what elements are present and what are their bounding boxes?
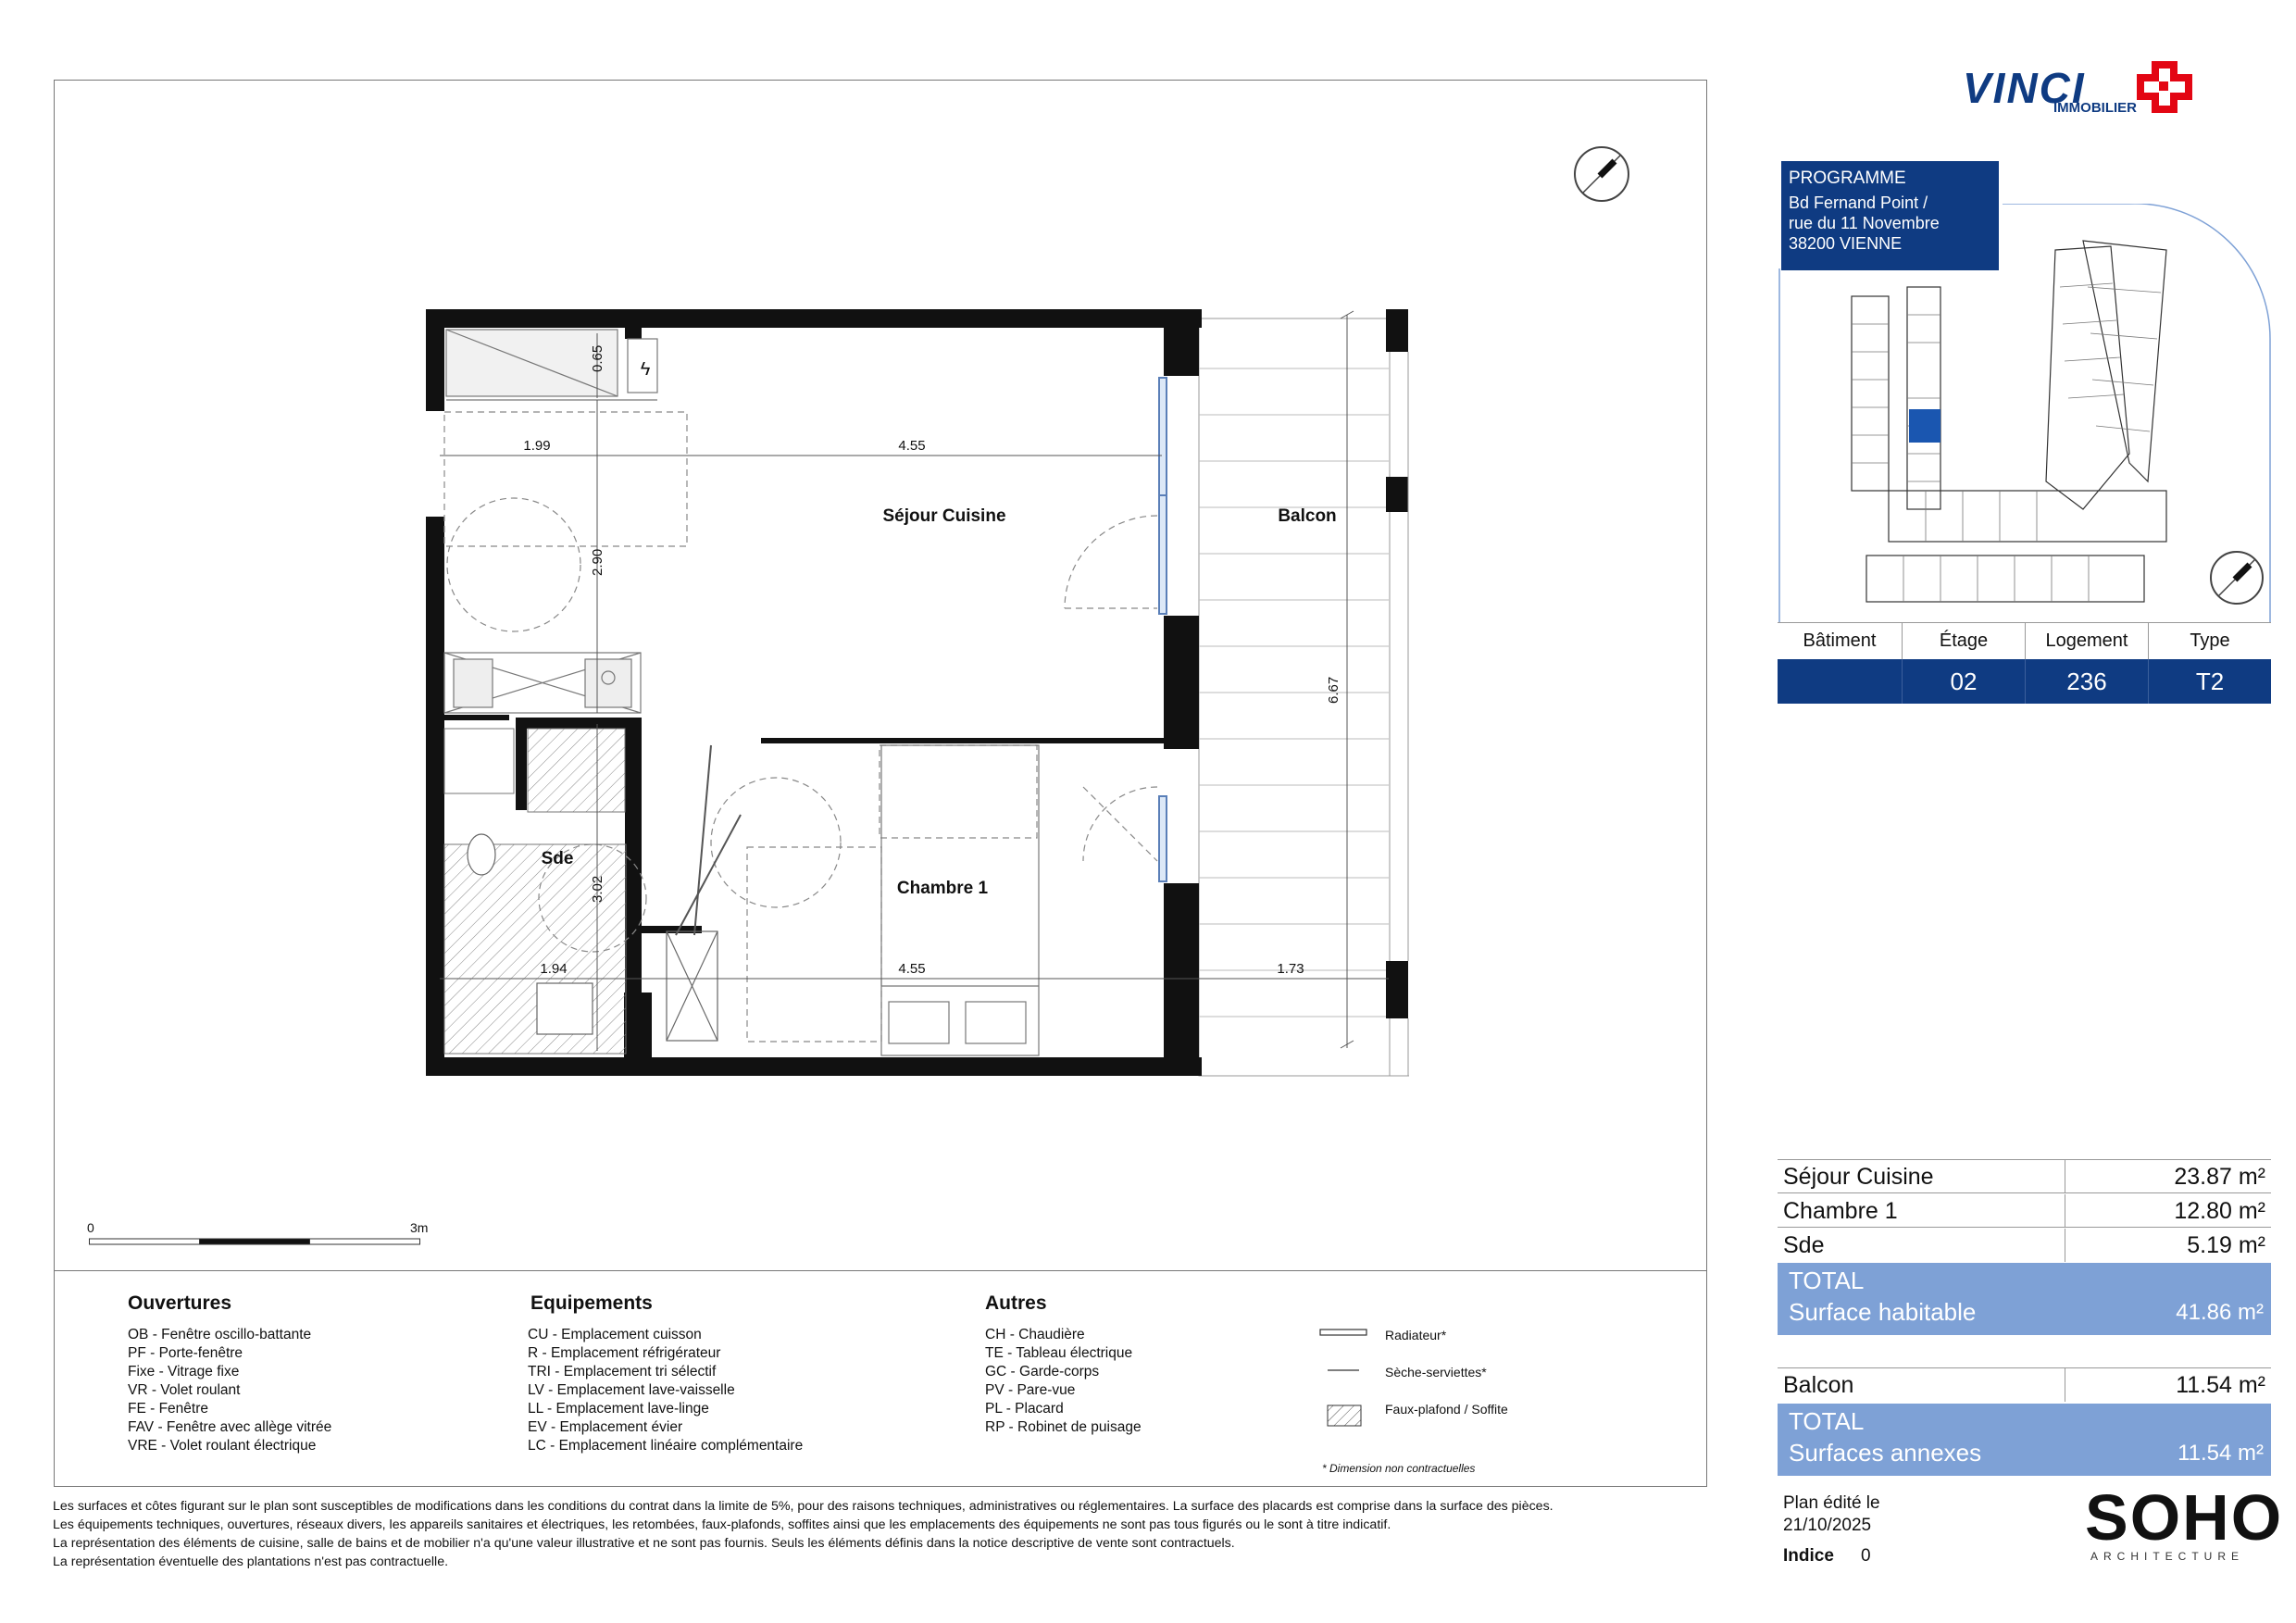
header-logement: Logement [2025, 622, 2148, 659]
dim-065: 0.65 [590, 344, 605, 372]
soho-logo: SOHO [2085, 1481, 2284, 1554]
legend-equipements-list [528, 1326, 803, 1455]
legend-item: FAV - Fenêtre avec allège vitrée [128, 1419, 332, 1435]
total-annexes-label1: TOTAL [1789, 1407, 1865, 1435]
legend-radiateur: Radiateur* [1385, 1328, 1447, 1342]
surface-row-chambre [1778, 1194, 2271, 1228]
legend-item: CU - Emplacement cuisson [528, 1327, 702, 1342]
legend-item: LC - Emplacement linéaire complémentaire [528, 1438, 804, 1454]
scale-start: 0 [87, 1220, 94, 1235]
value-type: T2 [2148, 659, 2271, 704]
total-annexes-value: 11.54 m² [2177, 1441, 2264, 1466]
soho-logo-sub: ARCHITECTURE [2090, 1550, 2245, 1563]
dim-173: 1.73 [1277, 961, 1304, 977]
dim-194: 1.94 [540, 961, 568, 977]
legend-seche-serviettes: Sèche-serviettes* [1385, 1365, 1487, 1380]
value-etage: 02 [1902, 659, 2025, 704]
legend-ouvertures-list [128, 1326, 331, 1455]
kitchen-counter [444, 653, 641, 713]
disclaimer [53, 1497, 1554, 1571]
legend-item: VRE - Volet roulant électrique [128, 1438, 317, 1454]
legend-item: LL - Emplacement lave-linge [528, 1401, 709, 1417]
legend-note: * Dimension non contractuelles [1322, 1462, 1476, 1475]
legend-symbols [1318, 1326, 1370, 1428]
total-habitable-value: 41.86 m² [2176, 1300, 2264, 1325]
brand-sub: IMMOBILIER [2053, 100, 2137, 116]
surface-value: 5.19 m² [2187, 1232, 2265, 1258]
disclaimer-line: La représentation des éléments de cuisine, salle de bains et de mobilier n'a qu'une valeur illustrative et ne sont pas fournis. Seuls les éléments définis dans la notice descriptive de vente sont contractuels. [53, 1536, 1235, 1551]
surface-label: Sde [1783, 1232, 1825, 1258]
dim-302: 3.02 [590, 875, 605, 903]
surface-label: Chambre 1 [1783, 1198, 1898, 1224]
programme-line2: rue du 11 Novembre [1789, 214, 1940, 232]
surface-row-sde [1778, 1229, 2271, 1262]
legend-item: GC - Garde-corps [985, 1364, 1100, 1380]
edited-date: 21/10/2025 [1783, 1516, 1872, 1535]
total-habitable-label1: TOTAL [1789, 1267, 1865, 1294]
svg-text:ϟ: ϟ [640, 359, 651, 380]
surface-label: Séjour Cuisine [1783, 1164, 1934, 1190]
header-type: Type [2148, 622, 2271, 659]
dim-455-bottom: 4.55 [898, 961, 926, 977]
room-label-balcon: Balcon [1278, 506, 1337, 526]
legend-item: RP - Robinet de puisage [985, 1419, 1142, 1435]
header-batiment: Bâtiment [1803, 630, 1877, 651]
total-habitable [1778, 1263, 2271, 1335]
legend-item: TE - Tableau électrique [985, 1345, 1133, 1361]
programme-line3: 38200 VIENNE [1789, 234, 1903, 253]
legend-item: PV - Pare-vue [985, 1382, 1076, 1398]
header-etage: Étage [1902, 622, 2025, 659]
north-arrow-small-icon [2211, 552, 2263, 604]
surface-row-balcon [1778, 1368, 2271, 1402]
legend-item: CH - Chaudière [985, 1327, 1085, 1342]
surface-value: 23.87 m² [2174, 1164, 2265, 1190]
legend-item: VR - Volet roulant [128, 1382, 241, 1398]
room-label-sde: Sde [541, 849, 574, 868]
legend-item: Fixe - Vitrage fixe [128, 1364, 240, 1380]
legend-faux-plafond: Faux-plafond / Soffite [1385, 1402, 1508, 1417]
legend-ouvertures-title: Ouvertures [128, 1292, 232, 1314]
legend-item: FE - Fenêtre [128, 1401, 208, 1417]
room-label-chambre: Chambre 1 [896, 879, 989, 898]
edited-label: Plan édité le [1783, 1493, 1880, 1513]
value-batiment [1778, 659, 1902, 704]
legend-item: PL - Placard [985, 1401, 1064, 1417]
legend-equipements-title: Equipements [530, 1292, 653, 1314]
faux-plafond-icon [1328, 1405, 1361, 1426]
room-label-sejour: Séjour Cuisine [882, 506, 1006, 526]
legend-item: EV - Emplacement évier [528, 1419, 683, 1435]
dim-667: 6.67 [1326, 676, 1341, 704]
radiateur-icon [1320, 1330, 1366, 1335]
vinci-logo [1963, 57, 2231, 122]
legend-item: R - Emplacement réfrigérateur [528, 1345, 721, 1361]
legend-item: PF - Porte-fenêtre [128, 1345, 243, 1361]
dim-199: 1.99 [523, 438, 551, 454]
surface-row-sejour [1778, 1160, 2271, 1193]
scale-end: 3m [410, 1220, 429, 1235]
dim-455-top: 4.55 [898, 438, 926, 454]
disclaimer-line: La représentation éventuelle des plantations n'est pas contractuelle. [53, 1554, 449, 1569]
value-logement: 236 [2025, 659, 2148, 704]
total-annexes [1778, 1404, 2271, 1476]
indice-value: 0 [1861, 1546, 1871, 1566]
scale-bar [89, 1237, 420, 1248]
programme-line1: Bd Fernand Point / [1789, 194, 1928, 212]
disclaimer-line: Les surfaces et côtes figurant sur le plan sont susceptibles de modifications dans les conditions du contrat dans la limite de 5%, pour des raisons techniques, administratives ou réglementaires. La surface des placards est comprise dans la surface des pièces. [53, 1499, 1554, 1514]
legend-item: LV - Emplacement lave-vaisselle [528, 1382, 735, 1398]
brand-name: VINCI [1963, 64, 2086, 112]
surface-value: 11.54 m² [2176, 1372, 2265, 1398]
total-habitable-label2: Surface habitable [1789, 1298, 1977, 1326]
legend-autres-title: Autres [985, 1292, 1047, 1314]
vinci-cross-icon [2135, 57, 2205, 115]
key-plan [1778, 204, 2274, 622]
dim-290: 2.90 [590, 548, 605, 576]
indice-label: Indice [1783, 1546, 1834, 1566]
surface-value: 12.80 m² [2174, 1198, 2265, 1224]
edit-info [1783, 1492, 1880, 1537]
floor-plan [407, 296, 1426, 1092]
highlighted-unit [1909, 409, 1940, 443]
programme-title: PROGRAMME [1789, 169, 1906, 188]
surface-label: Balcon [1783, 1372, 1854, 1398]
north-arrow-icon [1572, 144, 1631, 204]
disclaimer-line: Les équipements techniques, ouvertures, réseaux divers, les appareils sanitaires et électriques, les retombées, faux-plafonds, soffites ainsi que les emplacements des équipements ne sont pas tous figurés ou le sont à titre indicatif. [53, 1517, 1391, 1532]
legend-autres-list [985, 1326, 1142, 1437]
legend-item: TRI - Emplacement tri sélectif [528, 1364, 717, 1380]
legend-separator [54, 1270, 1707, 1271]
total-annexes-label2: Surfaces annexes [1789, 1439, 1982, 1467]
legend-item: OB - Fenêtre oscillo-battante [128, 1327, 312, 1342]
